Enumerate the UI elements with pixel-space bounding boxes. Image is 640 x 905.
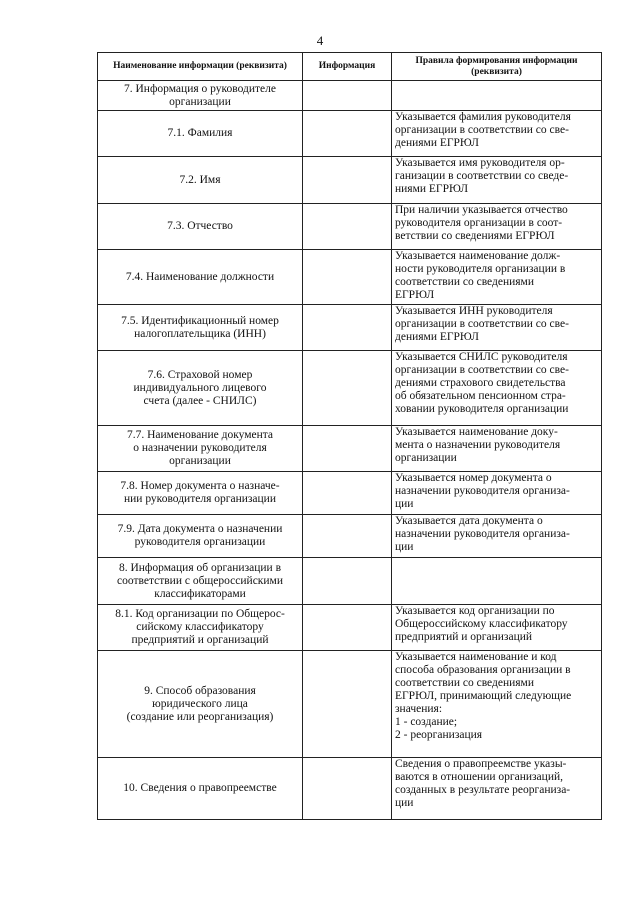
rule-line: 2 - реорганизация xyxy=(395,729,483,741)
requisite-name-line: сийскому классификатору xyxy=(136,621,264,633)
rule-line: ховании руководителя организации xyxy=(395,403,569,415)
table-row xyxy=(98,651,602,758)
header-information: Информация xyxy=(303,53,392,81)
rule-line: Указывается фамилия руководителя xyxy=(395,111,571,123)
information-cell xyxy=(303,204,392,250)
rule-line: назначении руководителя организа- xyxy=(395,485,570,497)
table-row xyxy=(98,558,602,605)
table-row xyxy=(98,472,602,515)
information-cell xyxy=(303,250,392,305)
rule-line: ЕГРЮЛ, принимающий следующие xyxy=(395,690,572,702)
rule-line: ции xyxy=(395,541,414,553)
rule-line: соответствии со сведениями xyxy=(395,276,534,288)
rule-line: предприятий и организаций xyxy=(395,631,533,643)
table-row xyxy=(98,605,602,651)
table-row xyxy=(98,515,602,558)
rule-line: ветствии со сведениями ЕГРЮЛ xyxy=(395,230,555,242)
table-row xyxy=(98,81,602,111)
rule-line: организации в соответствии со све- xyxy=(395,124,569,136)
requisite-name-cell xyxy=(98,558,303,605)
requisite-name-cell xyxy=(98,651,303,758)
requisite-name-line: нии руководителя организации xyxy=(124,493,276,505)
rule-line: Указывается наименование долж- xyxy=(395,250,561,262)
rule-line: ниями ЕГРЮЛ xyxy=(395,183,469,195)
information-cell xyxy=(303,157,392,204)
rule-line: дениями страхового свидетельства xyxy=(395,377,566,389)
requisite-name-cell xyxy=(98,758,303,820)
table-row xyxy=(98,305,602,351)
requisite-name-line: счета (далее - СНИЛС) xyxy=(143,394,257,407)
rule-line: созданных в результате реорганиза- xyxy=(395,784,571,796)
information-cell xyxy=(303,515,392,558)
rule-line: Указывается номер документа о xyxy=(395,472,552,484)
requisite-name-line: о назначении руководителя xyxy=(133,442,267,454)
rule-line: соответствии со сведениями xyxy=(395,677,534,689)
rule-line: 1 - создание; xyxy=(395,716,458,728)
requisite-name-line: (создание или реорганизация) xyxy=(126,710,274,723)
rule-line: При наличии указывается отчество xyxy=(395,204,568,216)
header-rules: Правила формирования информации (реквизита) xyxy=(392,53,602,81)
requisite-name-cell xyxy=(98,605,303,651)
rule-line: Указывается наименование и код xyxy=(395,651,557,663)
requisite-name-line: 7.6. Страховой номер xyxy=(147,368,253,381)
table-row xyxy=(98,426,602,472)
requisite-name-line: классификаторами xyxy=(154,587,246,600)
rule-cell xyxy=(392,651,602,758)
requisite-name-line: юридического лица xyxy=(152,697,248,710)
requisite-name-line: 7.1. Фамилия xyxy=(167,127,233,139)
requisite-name-line: 7.5. Идентификационный номер xyxy=(121,314,279,327)
requisite-name-cell xyxy=(98,472,303,515)
requisite-name-line: соответствии с общероссийскими xyxy=(117,574,283,587)
rule-cell xyxy=(392,111,602,157)
rule-cell xyxy=(392,605,602,651)
rule-line: руководителя организации в соот- xyxy=(395,217,563,229)
rule-line: организации в соответствии со све- xyxy=(395,318,569,330)
rule-line: ваются в отношении организаций, xyxy=(395,771,564,783)
rule-cell xyxy=(392,515,602,558)
requisite-name-line: организации xyxy=(169,95,231,108)
information-cell xyxy=(303,111,392,157)
rule-line: ганизации в соответствии со сведе- xyxy=(395,170,569,182)
information-cell xyxy=(303,758,392,820)
rule-line: ности руководителя организации в xyxy=(395,263,566,275)
requisite-name-cell xyxy=(98,515,303,558)
rule-cell xyxy=(392,305,602,351)
rule-line: дениями ЕГРЮЛ xyxy=(395,137,479,149)
rule-line: организации в соответствии со све- xyxy=(395,364,569,376)
rule-cell xyxy=(392,351,602,426)
requisite-name-line: 8.1. Код организации по Общерос- xyxy=(115,608,285,620)
requisite-name-line: предприятий и организаций xyxy=(131,634,269,646)
requisite-name-line: 7.2. Имя xyxy=(179,173,221,186)
requisite-name-line: 7.8. Номер документа о назначе- xyxy=(120,480,280,492)
table-row xyxy=(98,351,602,426)
requisites-table xyxy=(97,52,602,820)
requisite-name-cell xyxy=(98,305,303,351)
requisite-name-line: 10. Сведения о правопреемстве xyxy=(123,782,277,794)
requisite-name-line: 7.7. Наименование документа xyxy=(126,429,274,441)
rule-cell xyxy=(392,81,602,111)
rule-line: мента о назначении руководителя xyxy=(395,439,561,451)
rule-line: способа образования организации в xyxy=(395,664,571,676)
rule-line: Указывается наименование доку- xyxy=(395,426,558,438)
requisite-name-line: 7.3. Отчество xyxy=(167,220,233,232)
information-cell xyxy=(303,426,392,472)
requisite-name-cell xyxy=(98,351,303,426)
rule-line: ции xyxy=(395,498,414,510)
rule-line: ЕГРЮЛ xyxy=(395,289,435,301)
requisite-name-line: 7.9. Дата документа о назначении xyxy=(117,523,283,535)
information-cell xyxy=(303,558,392,605)
table-row xyxy=(98,111,602,157)
header-requisite-name: Наименование информации (реквизита) xyxy=(98,53,303,81)
rule-line: значения: xyxy=(395,703,443,715)
rule-line: назначении руководителя организа- xyxy=(395,528,570,540)
information-cell xyxy=(303,351,392,426)
rule-line: Указывается дата документа о xyxy=(395,515,543,527)
table-row xyxy=(98,157,602,204)
rule-line: Сведения о правопреемстве указы- xyxy=(395,758,567,770)
information-cell xyxy=(303,651,392,758)
requisite-name-cell xyxy=(98,81,303,111)
information-cell xyxy=(303,305,392,351)
rule-line: Указывается имя руководителя ор- xyxy=(395,157,565,169)
requisite-name-line: индивидуального лицевого xyxy=(133,381,267,394)
rule-cell xyxy=(392,426,602,472)
table-header-row xyxy=(98,53,602,81)
rule-cell xyxy=(392,472,602,515)
information-cell xyxy=(303,81,392,111)
rule-cell xyxy=(392,204,602,250)
rule-line: дениями ЕГРЮЛ xyxy=(395,331,479,343)
requisite-name-line: налогоплательщика (ИНН) xyxy=(134,327,266,340)
requisite-name-line: 7.4. Наименование должности xyxy=(125,270,275,283)
requisite-name-line: 9. Способ образования xyxy=(144,684,256,697)
rule-line: ции xyxy=(395,797,414,809)
page-number: 4 xyxy=(316,33,324,48)
information-cell xyxy=(303,472,392,515)
rule-line: Указывается ИНН руководителя xyxy=(395,305,553,317)
table-row xyxy=(98,758,602,820)
requisite-name-cell xyxy=(98,204,303,250)
rule-line: организации xyxy=(395,452,457,464)
requisite-name-cell xyxy=(98,250,303,305)
requisite-name-cell xyxy=(98,111,303,157)
rule-cell xyxy=(392,250,602,305)
requisite-name-line: 8. Информация об организации в xyxy=(118,561,282,574)
table-row xyxy=(98,204,602,250)
rule-line: Указывается код организации по xyxy=(395,605,555,617)
requisite-name-cell xyxy=(98,426,303,472)
rule-cell xyxy=(392,558,602,605)
requisite-name-cell xyxy=(98,157,303,204)
rule-cell xyxy=(392,157,602,204)
rule-line: Общероссийскому классификатору xyxy=(395,618,568,630)
rule-line: об обязательном пенсионном стра- xyxy=(395,390,566,402)
information-cell xyxy=(303,605,392,651)
requisite-name-line: организации xyxy=(169,455,231,467)
table-row xyxy=(98,250,602,305)
requisite-name-line: руководителя организации xyxy=(134,536,266,548)
rule-cell xyxy=(392,758,602,820)
requisite-name-line: 7. Информация о руководителе xyxy=(124,82,276,95)
rule-line: Указывается СНИЛС руководителя xyxy=(395,351,568,363)
